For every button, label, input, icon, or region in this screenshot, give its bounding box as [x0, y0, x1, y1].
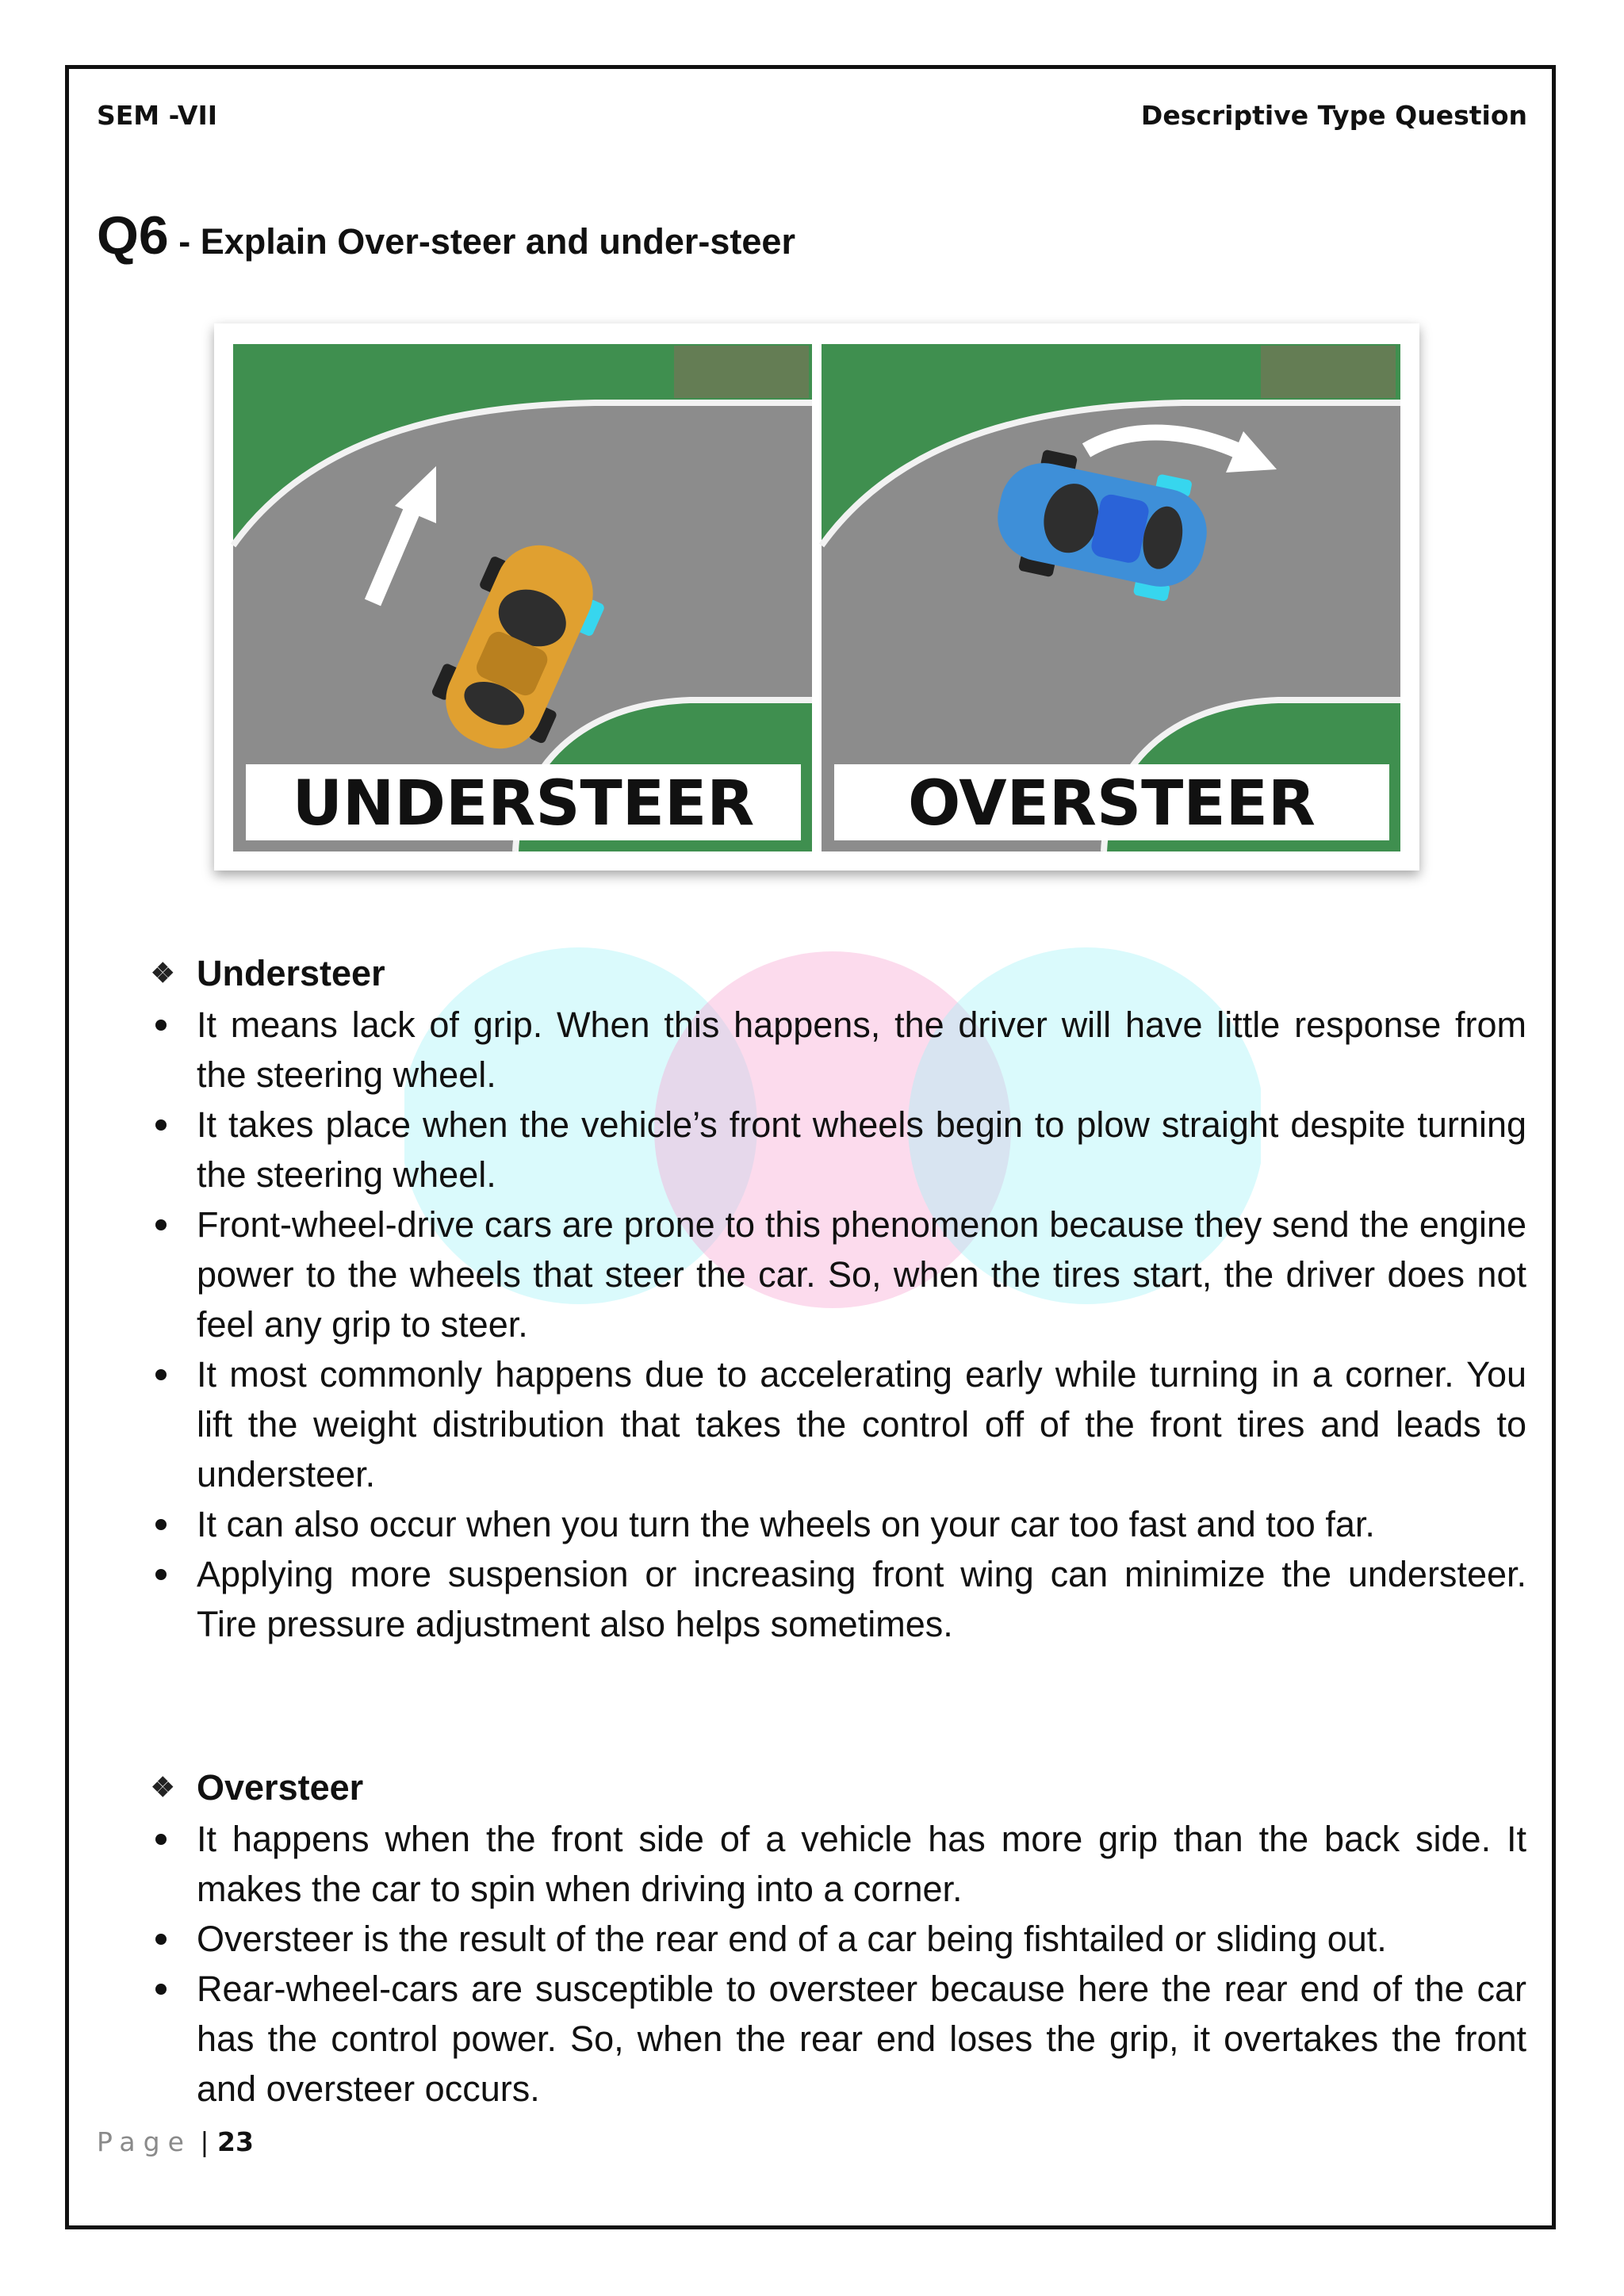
question-number: Q6: [97, 205, 169, 266]
footer-separator: |: [191, 2126, 217, 2157]
list-item: Oversteer is the result of the rear end of a car being fishtailed or sliding out.: [151, 1914, 1526, 1964]
steering-illustration: [214, 323, 1419, 871]
question-title: [97, 205, 795, 266]
semester-label: SEM -VII: [97, 100, 218, 131]
understeer-heading: Understeer: [197, 953, 385, 993]
list-item: It takes place when the vehicle’s front wheels begin to plow straight despite turning the steering wheel.: [151, 1100, 1526, 1200]
list-item: Front-wheel-drive cars are prone to this phenomenon because they send the engine power to the wheels that steer the car. So, when the tires start, the driver does not feel any grip to steer.: [151, 1200, 1526, 1349]
oversteer-heading: Oversteer: [197, 1767, 364, 1808]
oversteer-label: OVERSTEER: [908, 768, 1316, 840]
page-label: Page: [97, 2126, 192, 2157]
page-footer: [97, 2126, 254, 2157]
list-item: It can also occur when you turn the wheels on your car too fast and too far.: [151, 1499, 1526, 1549]
oversteer-panel: [822, 344, 1400, 851]
understeer-label: UNDERSTEER: [292, 768, 755, 840]
list-item: Applying more suspension or increasing front wing can minimize the understeer. Tire pressure adjustment also helps sometimes.: [151, 1549, 1526, 1649]
diamond-bullet-icon: ❖: [151, 1773, 175, 1803]
list-item: It happens when the front side of a vehicle has more grip than the back side. It makes the car to spin when driving into a corner.: [151, 1814, 1526, 1914]
oversteer-list: [151, 1814, 1526, 2114]
page-number: 23: [217, 2126, 254, 2157]
oversteer-section: [151, 1762, 1526, 2114]
understeer-list: [151, 1000, 1526, 1649]
list-item: It means lack of grip. When this happens, the driver will have little response from the steering wheel.: [151, 1000, 1526, 1100]
understeer-section: [151, 947, 1526, 1649]
question-text: - Explain Over-steer and under-steer: [168, 221, 795, 262]
list-item: It most commonly happens due to accelerating early while turning in a corner. You lift the weight distribution that takes the control off of the front tires and leads to understeer.: [151, 1349, 1526, 1499]
diamond-bullet-icon: ❖: [151, 959, 175, 989]
understeer-panel: [233, 344, 812, 851]
question-type-label: Descriptive Type Question: [1140, 100, 1527, 131]
list-item: Rear-wheel-cars are susceptible to oversteer because here the rear end of the car has the control power. So, when the rear end loses the grip, it overtakes the front and oversteer occurs.: [151, 1964, 1526, 2114]
